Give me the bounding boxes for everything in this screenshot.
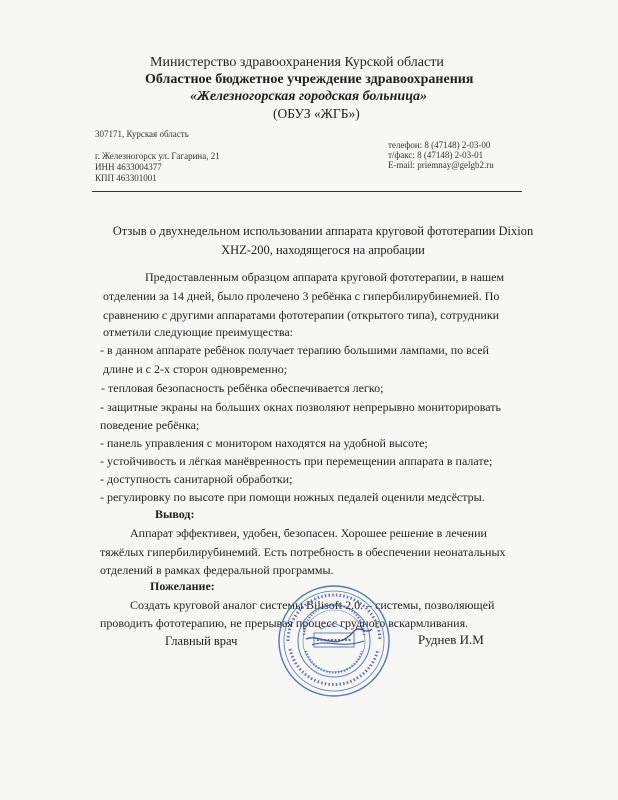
fax-number: т/факс: 8 (47148) 2-03-01	[388, 150, 484, 160]
address-street: г. Железногорск ул. Гагарина, 21	[95, 151, 220, 161]
document-title	[98, 222, 548, 260]
phone-number: телефон: 8 (47148) 2-03-00	[388, 140, 491, 150]
conclusion-line: Аппарат эффективен, удобен, безопасен. Хорошее решение в лечении	[130, 526, 487, 540]
body-line: - доступность санитарной обработки;	[100, 472, 293, 486]
body-line: - защитные экраны на больших окнах позволяют непрерывно мониторировать	[100, 400, 501, 414]
header-divider	[92, 191, 522, 192]
inn-number: ИНН 4633004377	[95, 162, 162, 172]
conclusion-line: отделений в рамках федеральной программы.	[100, 563, 334, 577]
signer-name: Руднев И.М	[418, 632, 484, 647]
wish-line: Создать круговой аналог системы Bilisoft 2.0. – системы, позволяющей	[130, 598, 495, 612]
wish-heading: Пожелание:	[150, 579, 215, 593]
body-line: поведение ребёнка;	[100, 418, 200, 432]
body-line: сравнению с другими аппаратами фототерапии (открытого типа), сотрудники	[103, 308, 500, 322]
hospital-name: «Железногорская городская больница»	[190, 89, 427, 104]
institution-name: Областное бюджетное учреждение здравоохранения	[145, 72, 474, 87]
body-line: длине и с 2-х сторон одновременно;	[103, 362, 288, 376]
body-line: отделении за 14 дней, было пролечено 3 ребёнка с гипербилирубинемией. По	[103, 289, 500, 303]
conclusion-line: тяжёлых гипербилирубинемий. Есть потребность в обеспечении неонатальных	[100, 545, 506, 559]
address-region: 307171, Курская область	[95, 129, 189, 139]
document-title-line: XHZ-200, находящегося на апробации	[221, 243, 425, 257]
body-line: - регулировку по высоте при помощи ножных педалей оценили медсёстры.	[100, 490, 485, 504]
document-title-line: Отзыв о двухнедельном использовании аппарата круговой фототерапии Dixion	[112, 224, 534, 238]
body-line: - тепловая безопасность ребёнка обеспечивается легко;	[101, 381, 384, 395]
body-line: Предоставленным образцом аппарата круговой фототерапии, в нашем	[145, 270, 505, 284]
email-address: E-mail: priemnay@gelgb2.ru	[388, 160, 494, 170]
ministry-name: Министерство здравоохранения Курской области	[150, 55, 444, 70]
hospital-abbreviation: (ОБУЗ «ЖГБ»)	[273, 106, 360, 121]
body-line: - в данном аппарате ребёнок получает терапию большими лампами, по всей	[100, 343, 489, 357]
conclusion-heading: Вывод:	[155, 507, 195, 521]
kpp-number: КПП 463301001	[95, 173, 157, 183]
round-seal-stamp	[276, 583, 392, 699]
body-line: - панель управления с монитором находятся на удобной высоте;	[100, 436, 428, 450]
body-line: отметили следующие преимущества:	[103, 325, 293, 339]
signer-position: Главный врач	[165, 634, 238, 648]
wish-line: проводить фототерапию, не прерывая процесс грудного вскармливания.	[100, 616, 469, 630]
body-line: - устойчивость и лёгкая манёвренность при перемещении аппарата в палате;	[100, 454, 493, 468]
